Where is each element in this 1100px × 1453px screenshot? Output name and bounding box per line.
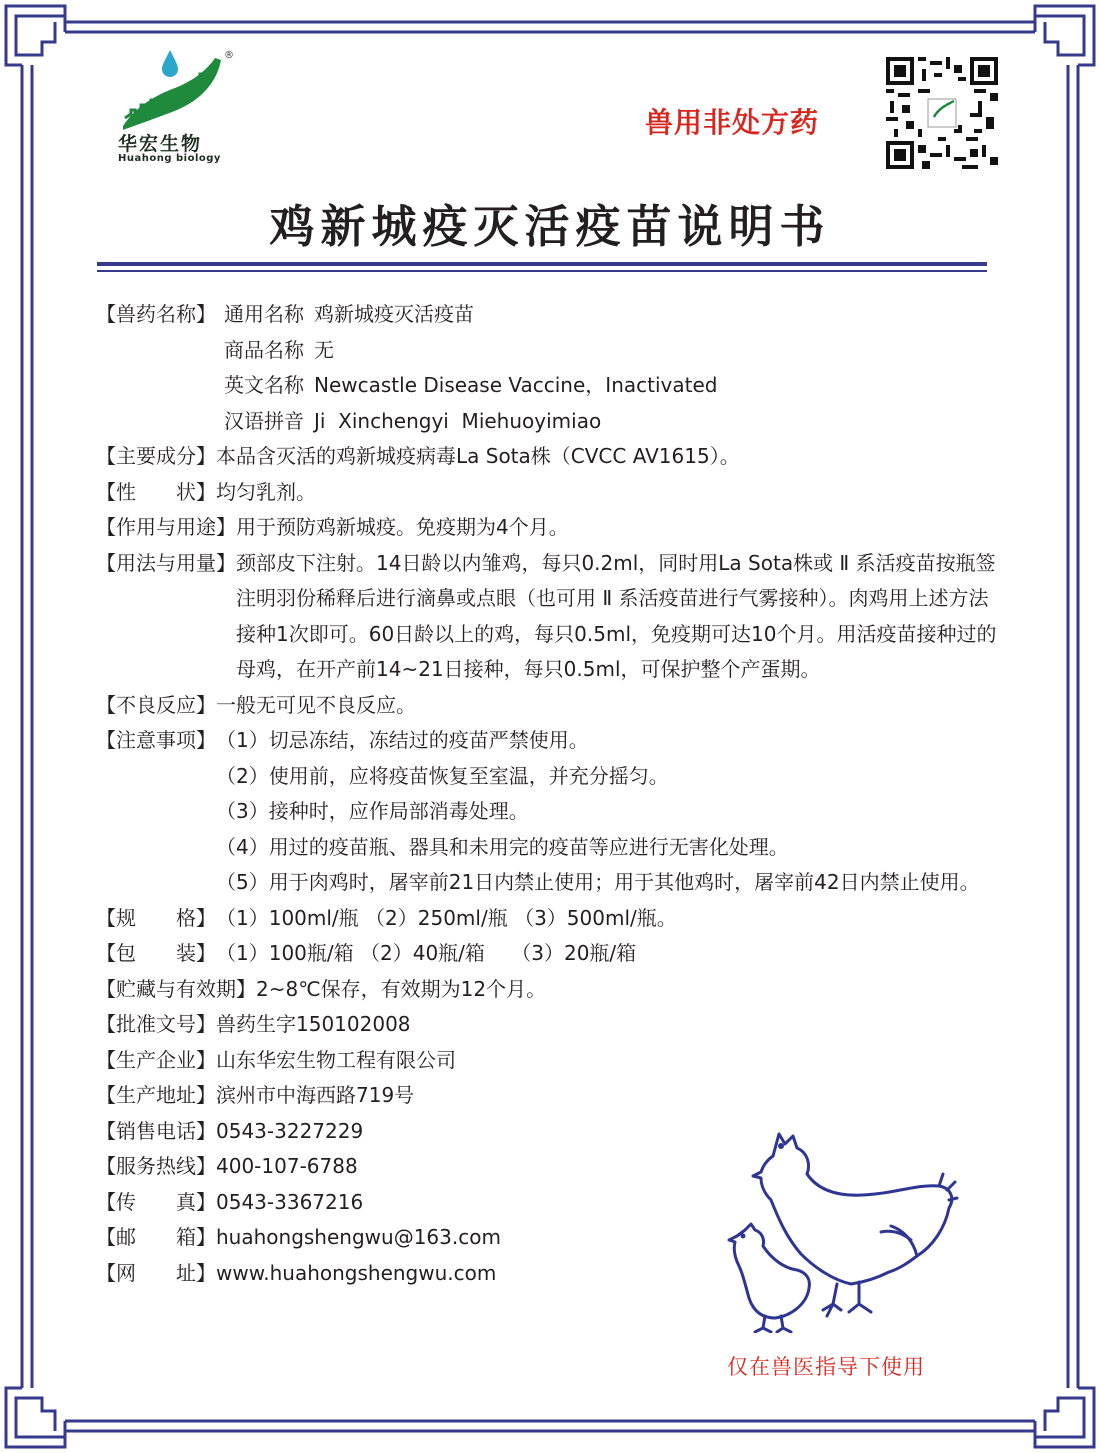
otc-label: 兽用非处方药 <box>645 106 820 139</box>
field-label: 【服务热线】 <box>96 1154 216 1178</box>
pinyin-value: Ji Xinchengyi Miehuoyimiao <box>314 408 602 433</box>
precaution-item: （3）接种时，应作局部消毒处理。 <box>216 799 529 823</box>
precaution-item: （5）用于肉鸡时，屠宰前21日内禁止使用；用于其他鸡时，屠宰前42日内禁止使用。 <box>216 870 980 894</box>
field-dosage <box>96 546 1011 688</box>
field-ingredients <box>96 439 1011 475</box>
field-label: 【邮 箱】 <box>96 1225 216 1249</box>
field-label: 【包 装】 <box>96 941 216 965</box>
email-link[interactable]: huahongshengwu@163.com <box>216 1225 501 1249</box>
precaution-item: （4）用过的疫苗瓶、器具和未用完的疫苗等应进行无害化处理。 <box>216 834 789 859</box>
field-value: 本品含灭活的鸡新城疫病毒La Sota株（CVCC AV1615）。 <box>216 444 740 468</box>
field-label: 【规 格】 <box>96 905 216 930</box>
field-label: 【传 真】 <box>96 1189 216 1214</box>
precaution-item: （2）使用前，应将疫苗恢复至室温，并充分摇匀。 <box>216 763 669 788</box>
field-label: 【主要成分】 <box>96 444 216 468</box>
hen-and-chick-icon <box>725 1128 965 1333</box>
pinyin-key: 汉语拼音 <box>224 408 304 433</box>
field-label: 【网 址】 <box>96 1260 216 1285</box>
website-link[interactable]: www.huahongshengwu.com <box>216 1260 497 1285</box>
field-value: 均匀乳剂。 <box>216 479 316 504</box>
page-title: 鸡新城疫灭活疫苗说明书 <box>269 200 831 253</box>
field-address <box>96 1078 1011 1114</box>
field-label: 【销售电话】 <box>96 1118 216 1143</box>
field-value: （1）100ml/瓶 （2）250ml/瓶 （3）500ml/瓶。 <box>216 905 677 930</box>
field-value: 一般无可见不良反应。 <box>216 692 416 717</box>
field-value: 山东华宏生物工程有限公司 <box>216 1047 456 1072</box>
field-precautions <box>96 723 1011 901</box>
field-value: （1）100瓶/箱 （2）40瓶/箱 （3）20瓶/箱 <box>216 941 637 965</box>
field-label: 【性 状】 <box>96 479 216 504</box>
field-label: 【批准文号】 <box>96 1012 216 1036</box>
english-name-key: 英文名称 <box>224 373 304 397</box>
field-label: 【兽药名称】 <box>96 302 216 326</box>
generic-name-key: 通用名称 <box>224 302 304 326</box>
field-label: 【贮藏与有效期】 <box>96 976 256 1001</box>
field-value: 兽药生字150102008 <box>216 1012 411 1036</box>
trade-name-key: 商品名称 <box>224 337 304 362</box>
vet-guidance-notice: 仅在兽医指导下使用 <box>727 1355 925 1379</box>
field-approval <box>96 1007 1011 1043</box>
field-indication <box>96 510 1011 546</box>
sales-phone-link[interactable]: 0543-3227229 <box>216 1118 364 1143</box>
title-divider-thin <box>97 270 987 272</box>
field-value: 用于预防鸡新城疫。免疫期为4个月。 <box>236 515 569 539</box>
english-name-value: Newcastle Disease Vaccine，Inactivated <box>314 373 718 397</box>
generic-name-value: 鸡新城疫灭活疫苗 <box>314 302 474 326</box>
field-manufacturer <box>96 1043 1011 1079</box>
field-storage <box>96 972 1011 1008</box>
field-label: 【不良反应】 <box>96 692 216 717</box>
field-value: 2~8℃保存，有效期为12个月。 <box>256 976 547 1001</box>
service-hotline-link[interactable]: 400-107-6788 <box>216 1154 358 1178</box>
field-label: 【生产企业】 <box>96 1047 216 1072</box>
field-value: 滨州市中海西路719号 <box>216 1083 415 1107</box>
field-appearance <box>96 475 1011 511</box>
logo-name-cn: 华宏生物 <box>118 133 203 155</box>
field-spec <box>96 901 1011 937</box>
registered-mark: ® <box>224 50 234 61</box>
qr-code-icon[interactable] <box>886 57 998 169</box>
field-label: 【注意事项】 <box>96 728 216 752</box>
field-adverse <box>96 688 1011 724</box>
logo-name-en: Huahong biology <box>118 153 221 164</box>
field-label: 【作用与用途】 <box>96 515 236 539</box>
field-value: 0543-3367216 <box>216 1189 364 1214</box>
field-label: 【生产地址】 <box>96 1083 216 1107</box>
precaution-item: （1）切忌冻结，冻结过的疫苗严禁使用。 <box>216 728 589 752</box>
field-label: 【用法与用量】 <box>96 550 236 575</box>
field-drug-name <box>96 297 1011 439</box>
field-package <box>96 936 1011 972</box>
title-divider <box>97 262 987 266</box>
field-value: 颈部皮下注射。14日龄以内雏鸡，每只0.2ml，同时用La Sota株或 Ⅱ 系活疫苗按瓶签注明羽份稀释后进行滴鼻或点眼（也可用 Ⅱ 系活疫苗进行气雾接种）。肉鸡用上述方法接种1次即可。60日龄以上的鸡，每只0.5ml，免疫期可达10个月。用活疫苗接种过的母鸡，在开产前14~21日接种，每只0.5ml，可保护整个产蛋期。 <box>236 550 997 681</box>
trade-name-value: 无 <box>314 337 334 362</box>
